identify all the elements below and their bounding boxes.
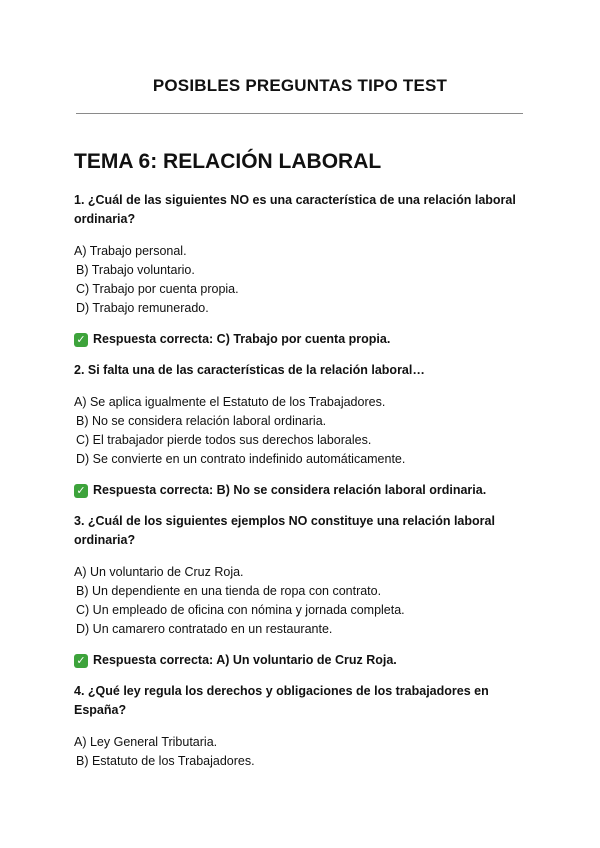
question-3: 3. ¿Cuál de los siguientes ejemplos NO constituye una relación laboral ordinaria? (74, 514, 495, 547)
question-1-options (74, 242, 534, 318)
question-3-options (74, 563, 534, 639)
question-2-options (74, 393, 534, 469)
option: D) Se convierte en un contrato indefinido automáticamente. (76, 452, 406, 466)
answer-2 (74, 481, 534, 500)
question-1: 1. ¿Cuál de las siguientes NO es una característica de una relación laboral ordinaria? (74, 193, 516, 226)
option: A) Ley General Tributaria. (74, 735, 218, 749)
option: C) Un empleado de oficina con nómina y jornada completa. (76, 603, 405, 617)
option: C) Trabajo por cuenta propia. (76, 282, 239, 296)
answer-1 (74, 330, 534, 349)
document-title: POSIBLES PREGUNTAS TIPO TEST (152, 76, 448, 95)
check-mark-icon: ✓ (74, 333, 88, 347)
option: A) Se aplica igualmente el Estatuto de los Trabajadores. (74, 395, 386, 409)
check-mark-icon: ✓ (74, 654, 88, 668)
section-title: TEMA 6: RELACIÓN LABORAL (74, 150, 382, 173)
option: D) Trabajo remunerado. (76, 301, 209, 315)
question-4-options (74, 733, 534, 771)
question-2: 2. Si falta una de las características de la relación laboral… (74, 363, 425, 377)
answer-text: Respuesta correcta: B) No se considera relación laboral ordinaria. (93, 483, 487, 497)
answer-text: Respuesta correcta: A) Un voluntario de Cruz Roja. (93, 653, 397, 667)
questions-list (74, 191, 534, 783)
option: D) Un camarero contratado en un restaurante. (76, 622, 333, 636)
option: A) Trabajo personal. (74, 244, 187, 258)
answer-3 (74, 651, 534, 670)
title-divider (76, 113, 523, 114)
option: B) No se considera relación laboral ordinaria. (76, 414, 327, 428)
option: A) Un voluntario de Cruz Roja. (74, 565, 244, 579)
check-mark-icon: ✓ (74, 484, 88, 498)
answer-text: Respuesta correcta: C) Trabajo por cuenta propia. (93, 332, 391, 346)
option: B) Trabajo voluntario. (76, 263, 195, 277)
option: C) El trabajador pierde todos sus derechos laborales. (76, 433, 372, 447)
question-4: 4. ¿Qué ley regula los derechos y obligaciones de los trabajadores en España? (74, 684, 489, 717)
option: B) Estatuto de los Trabajadores. (76, 754, 255, 768)
option: B) Un dependiente en una tienda de ropa con contrato. (76, 584, 382, 598)
